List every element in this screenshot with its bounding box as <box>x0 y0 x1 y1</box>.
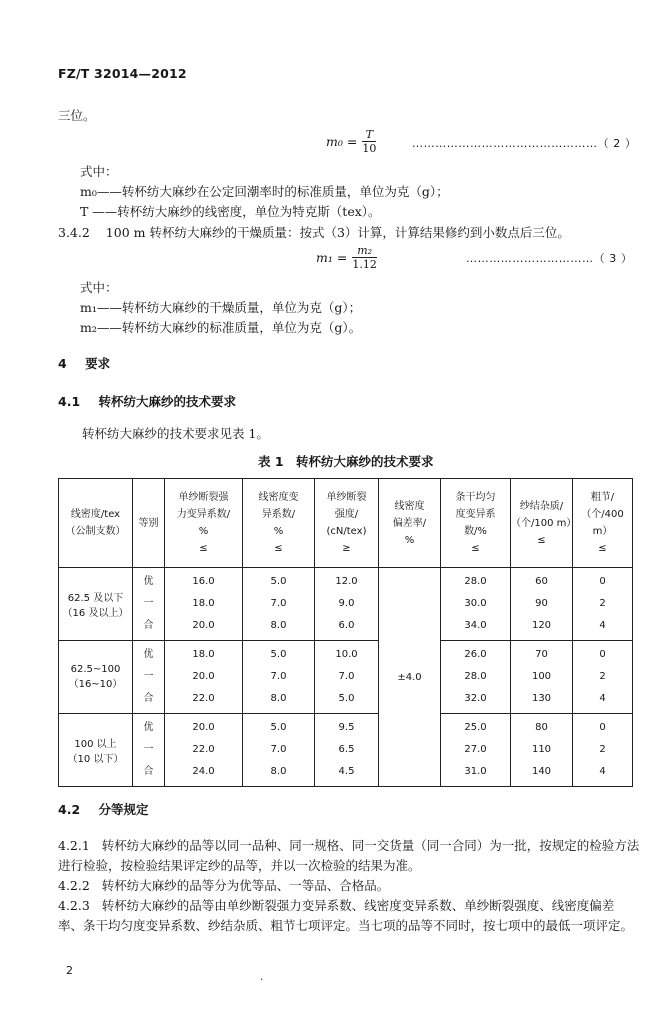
clause-4-2-3-line1: 转杯纺大麻纱的品等由单纱断裂强力变异系数、线密度变异系数、单纱断裂强度、线密度偏差 <box>101 898 615 913</box>
clause-4-2-1-line1: 转杯纺大麻纱的品等以同一品种、同一规格、同一交货量（同一合同）为一批，按规定的检验方法 <box>101 838 640 853</box>
neps-cell: 60 90 120 <box>511 568 573 641</box>
header-evenness: 条干均匀 度变异系 数/% ≤ <box>441 479 511 568</box>
clause-4-2-1-line2: 进行检验，按检验结果评定纱的品等，并以一次检验的结果为准。 <box>58 858 421 873</box>
density-cell: 62.5~100 （16~10） <box>59 641 133 714</box>
intro-tail: 三位。 <box>58 108 96 123</box>
where-T: T ——转杯纺大麻纱的线密度，单位为特克斯（tex）。 <box>80 204 381 219</box>
eq2-denominator: 10 <box>362 142 377 155</box>
eq3-numerator: m₂ <box>352 244 377 258</box>
grade-cell: 优 一 合 <box>133 568 165 641</box>
where-label-1: 式中： <box>80 164 118 179</box>
clause-4-2-1 <box>58 836 639 854</box>
cv-density-cell: 5.0 7.0 8.0 <box>243 568 315 641</box>
page-number: 2 <box>66 964 73 977</box>
tenacity-cell: 9.5 6.5 4.5 <box>315 714 379 787</box>
where-label-2: 式中： <box>80 280 118 295</box>
equation-2 <box>326 128 376 155</box>
evenness-cell: 26.0 28.0 32.0 <box>441 641 511 714</box>
section-4-2-title: 分等规定 <box>98 802 149 817</box>
header-thick: 粗节/ （个/400 m） ≤ <box>573 479 633 568</box>
table-row <box>59 568 633 641</box>
thick-cell: 0 2 4 <box>573 568 633 641</box>
header-cv-density: 线密度变 异系数/ % ≤ <box>243 479 315 568</box>
eq3-denominator: 1.12 <box>352 258 377 271</box>
where-m0: m₀——转杯纺大麻纱在公定回潮率时的标准质量，单位为克（g）； <box>80 184 449 199</box>
cv-strength-cell: 20.0 22.0 24.0 <box>165 714 243 787</box>
clause-4-2-1-number: 4.2.1 <box>58 838 90 853</box>
table-header-row <box>59 479 633 568</box>
cv-strength-cell: 18.0 20.0 22.0 <box>165 641 243 714</box>
clause-4-2-2-text: 转杯纺大麻纱的品等分为优等品、一等品、合格品。 <box>101 878 390 893</box>
table-row <box>59 641 633 714</box>
neps-cell: 70 100 130 <box>511 641 573 714</box>
tenacity-cell: 10.0 7.0 5.0 <box>315 641 379 714</box>
section-4-2-heading <box>58 800 149 818</box>
cv-density-cell: 5.0 7.0 8.0 <box>243 714 315 787</box>
thick-cell: 0 2 4 <box>573 714 633 787</box>
section-4-2-number: 4.2 <box>58 802 81 817</box>
density-cell: 100 以上 （10 以下） <box>59 714 133 787</box>
clause-4-2-2 <box>58 876 389 894</box>
standard-code: FZ/T 32014—2012 <box>58 66 187 81</box>
evenness-cell: 28.0 30.0 34.0 <box>441 568 511 641</box>
section-4-number: 4 <box>58 356 67 371</box>
section-4-title: 要求 <box>85 356 111 371</box>
header-tenacity: 单纱断裂 强度/ (cN/tex) ≥ <box>315 479 379 568</box>
grade-cell: 优 一 合 <box>133 641 165 714</box>
header-density: 线密度/tex （公制支数） <box>59 479 133 568</box>
table-caption: 表 1 转杯纺大麻纱的技术要求 <box>258 454 434 469</box>
requirements-table <box>58 478 633 787</box>
section-4-1-title: 转杯纺大麻纱的技术要求 <box>98 394 237 409</box>
thick-cell: 0 2 4 <box>573 641 633 714</box>
header-cv-strength: 单纱断裂强 力变异系数/ % ≤ <box>165 479 243 568</box>
tenacity-cell: 12.0 9.0 6.0 <box>315 568 379 641</box>
eq3-leader: ……………………………（ 3 ） <box>466 252 633 265</box>
eq2-fraction <box>362 128 376 155</box>
eq3-fraction <box>352 244 377 271</box>
clause-4-2-3 <box>58 896 614 914</box>
eq2-leader: …………………………………………（ 2 ） <box>412 137 637 150</box>
where-m1: m₁——转杯纺大麻纱的干燥质量，单位为克（g）； <box>80 300 362 315</box>
section-4-1-heading <box>58 392 236 410</box>
equation-3 <box>316 244 377 271</box>
table-row <box>59 714 633 787</box>
eq2-lhs: m₀ = <box>326 134 358 149</box>
eq2-numerator: T <box>362 128 376 142</box>
clause-3-4-2-text: 100 m 转杯纺大麻纱的干燥质量：按式（3）计算，计算结果修约到小数点后三位。 <box>105 225 570 240</box>
header-deviation: 线密度 偏差率/ % <box>379 479 441 568</box>
section-4-heading <box>58 354 110 372</box>
clause-4-2-2-number: 4.2.2 <box>58 878 90 893</box>
header-grade: 等别 <box>133 479 165 568</box>
cv-strength-cell: 16.0 18.0 20.0 <box>165 568 243 641</box>
density-cell: 62.5 及以下 （16 及以上） <box>59 568 133 641</box>
clause-4-2-3-line2: 率、条干均匀度变异系数、纱结杂质、粗节七项评定。当七项的品等不同时，按七项中的最低一项评定。 <box>58 918 634 933</box>
para-4-1: 转杯纺大麻纱的技术要求见表 1。 <box>82 426 269 441</box>
cv-density-cell: 5.0 7.0 8.0 <box>243 641 315 714</box>
section-4-1-number: 4.1 <box>58 394 81 409</box>
clause-3-4-2 <box>58 223 570 241</box>
evenness-cell: 25.0 27.0 31.0 <box>441 714 511 787</box>
clause-3-4-2-number: 3.4.2 <box>58 225 90 240</box>
deviation-cell <box>379 568 441 787</box>
header-neps: 纱结杂质/ （个/100 m） ≤ <box>511 479 573 568</box>
neps-cell: 80 110 140 <box>511 714 573 787</box>
where-m2: m₂——转杯纺大麻纱的标准质量，单位为克（g）。 <box>80 320 362 335</box>
eq3-lhs: m₁ = <box>316 250 348 265</box>
deviation-value: ±4.0 <box>397 671 422 683</box>
page-mark: . <box>260 972 264 983</box>
grade-cell: 优 一 合 <box>133 714 165 787</box>
clause-4-2-3-number: 4.2.3 <box>58 898 90 913</box>
